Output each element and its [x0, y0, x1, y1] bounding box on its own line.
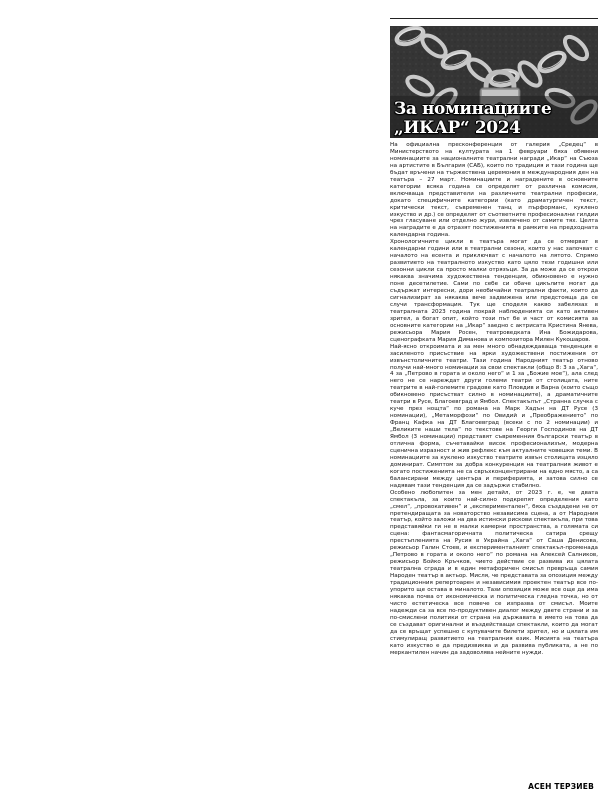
- article-paragraph: На официална пресконференция от галерия „Средец“ в Министерството на културата на 1 февруари бяха обявени номинациите за националните театрални награди „Икар“ на Съюза на артистите в България (САБ), които по традиция и тази година ще бъдат връчени на тържествена церемония в международния ден на театъра – 27 март. Номинациите и наградените в основните категории всяка година се определят от различна комисия, включваща представители на различните театрални професии, докато специфичните категории (като драматургичен текст, критически текст, съвременен танц и пърформанс, куклено изкуство и др.) се определят от съответните професионални гилдии чрез гласуване или отделно жури, извлечено от самите тях. Целта на наградите е да отразят постиженията в рамките на предходната календарна година.: [390, 142, 598, 239]
- author-byline: АСЕН ТЕРЗИЕВ: [528, 782, 594, 791]
- top-rule: [390, 18, 598, 19]
- article-paragraph: Най-ясно откроимата и за мен много обнадеждаваща тенденция е засиленото присъствие на ярки художествени постижения от извънстоличните театри. Тази година Народният театър отново получи най-много номинации за свои спектакли (общо 8: 3 за „Хага“, 4 за „Петрово в гората и около него“ и 1 за „Божие мое“), ала след него не се нареждат други големи театри от столицата, ните театрите в най-големите градове като Пловдив и Варна (които също обикновено присъстват силно в номинациите), а драматичните театри в Русе, Благоевград и Ямбол. Спектакълът „Странна случка с куче през нощта“ по романа на Марк Хадън на ДТ Русе (3 номинации), „Метаморфози“ по Овидий и „Преображението“ по Франц Кафка на ДТ Благоевград (всеки с по 2 номинации) и „Великите наши тела“ по текстове на Георги Господинов на ДТ Ямбол (3 номинации) представят съвременния български театър в отлична форма, съчетавайки висок професионализъм, модерна сценична изразност и жив рефлекс към актуалните човешки теми. В номинациите за куклено изкуство театрите извън столицата изцяло доминират. Симптом за добра конкуренция на театралния живот е когато постиженията не са свръхконцентрирани на едно място, а са балансирани между центъра и периферията, и затова силно се надявам тази тенденция да се задържи стабилно.: [390, 343, 598, 489]
- article-paragraph: Хронологичните цикли в театъра могат да се отмерват в календарни години или в театрални сезони, които у нас започват с началото на есента и приключват с началото на лятото. Спрямо развитието на театралното изкуство като цяло тези годишни или сезонни цикли са просто малки отрязъци. За да може да се открои някаква значима художествена тенденция, обикновено е нужно поне десетилетие. Сами по себе си обаче цикълите могат да съдържат интересни, дори необичайни театрални факти, които да сигнализират за някаква вече задвижена или предстояща да се случи трансформация. Тук ще споделя какво забелязах в театралната 2023 година покрай наблюденията си като активен зрител, а богат опит, който този път бе и част от комисията за основните категории на „Икар“ заедно с актрисата Кристина Янева, режисьора Мария Росен, театроведката Ина Божидарова, сценографката Мария Диманова и композитора Милен Кукошаров.: [390, 239, 598, 343]
- article-body: [390, 142, 598, 770]
- article-paragraph: Особено любопитен за мен детайл, от 2023 г. е, че двата спектакъла, за които най-силно подкрепят определения като „смел“, „провокативен“ и „експериментален“, бяха създадени не от претендиращата за новаторство независима сцена, а от Народния театър, който заложи на два истински рискови спектакъла, при това представяйки ги не в малки камерни пространства, а голямата си сцена: фантасмагоричната политическа сатира срещу престъпленията на Русия в Украйна „Хага“ от Саша Денисова, режисьор Галин Стоев, и експерименталният спектакъл-променада „Петрово в гората и около него“ по романа на Алексей Салников, режисьор Бойко Кръчков, чието действие се развива из цялата театрална сграда и в един метафоричен смисъл превръща самия Народен театър в актьор. Мисля, че представата за опозиция между традиционния репертоарен и независимия проектен театър все по-упорито ще остава в миналото. Тази опозиция може все още да има някаква почва от икономическа и политическа гледна точка, но от чисто естетическа все повече се изпразва от смисъл. Моите надежди са за все по-продуктивен диалог между двете страни и за по-смислени политики от страна на държавата в името на това да се създават оригинални и въздействащи спектакли, които да могат да се връщат успешно с купувачите билети зрител, но и цялата им стимулиращ развитието на театралния език. Мисията на театъра като изкуство е да предизвиква и да развива публиката, а не по меркантилен начин да задоволява нейните нужди.: [390, 489, 598, 656]
- article-headline: [394, 100, 598, 138]
- headline-line-2: „ИКАР“ 2024: [394, 118, 521, 138]
- headline-line-1: За номинациите: [394, 99, 552, 119]
